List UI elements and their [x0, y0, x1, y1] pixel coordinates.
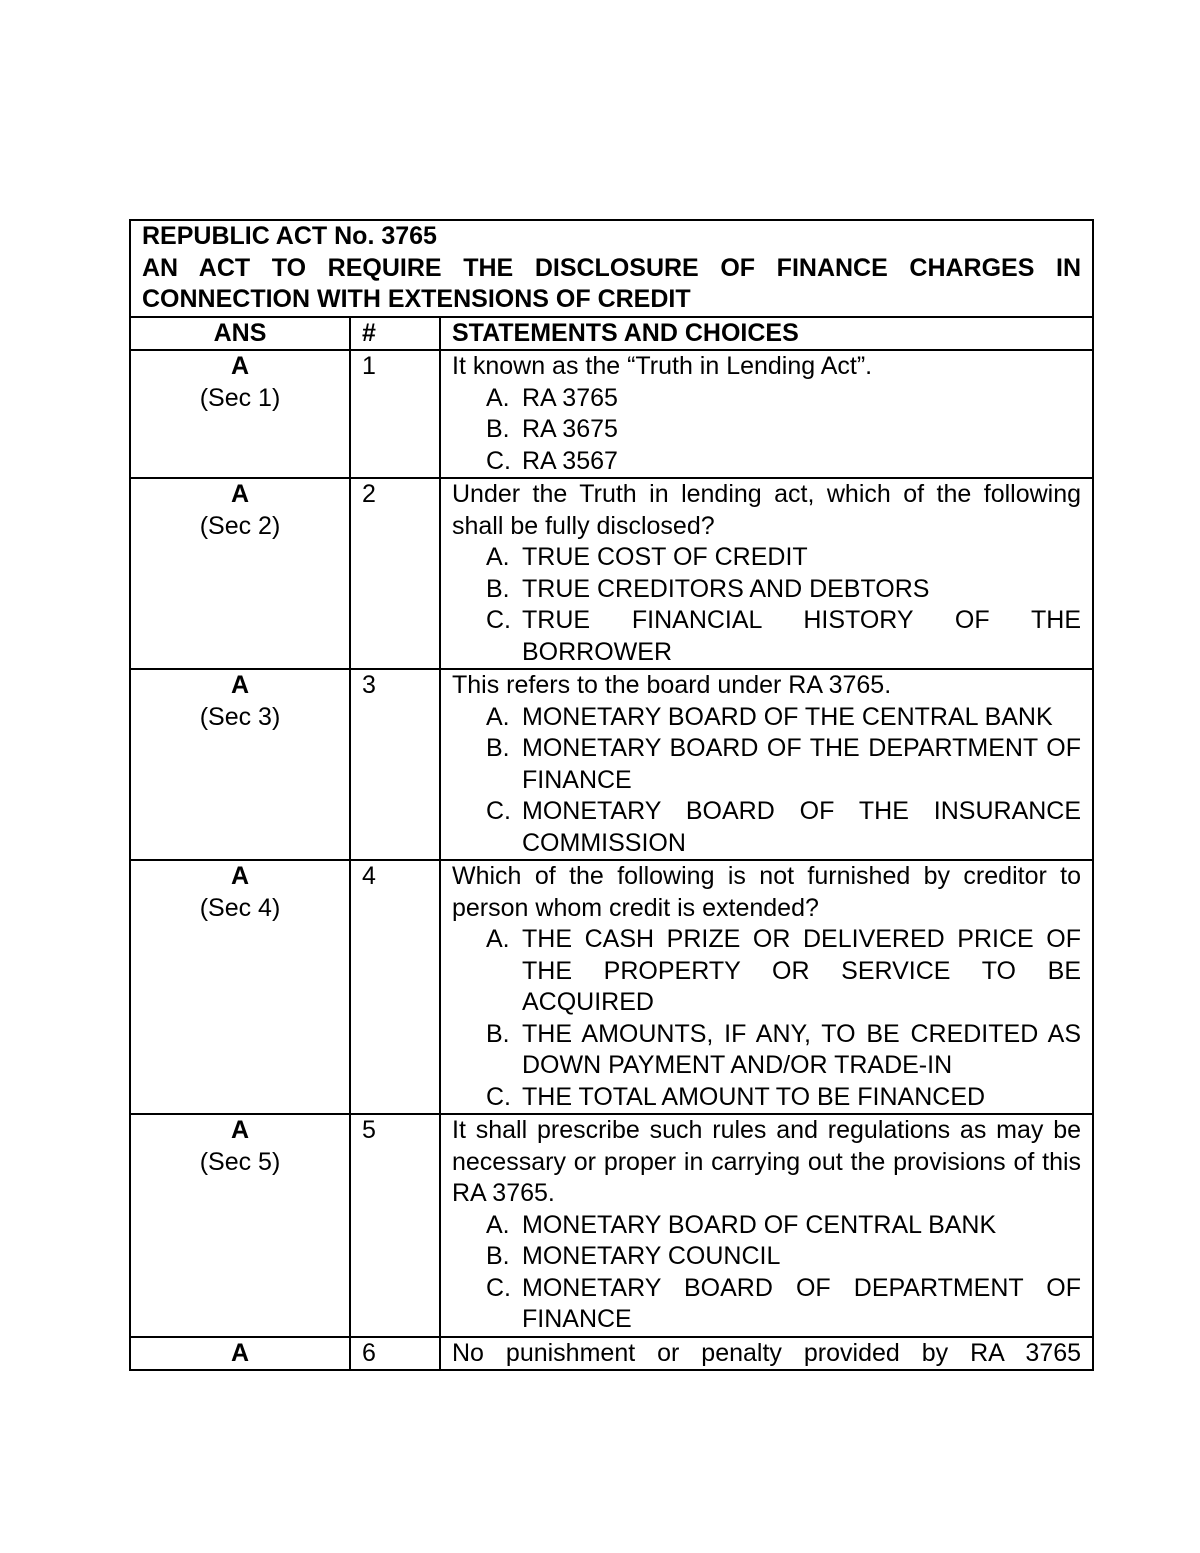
- choice-letter: A.: [486, 702, 510, 731]
- statement-text: Which of the following is not furnished by creditor to person whom credit is extended?: [452, 862, 1082, 922]
- choice-item: [452, 1241, 1081, 1273]
- choice-letter: C.: [486, 1273, 511, 1302]
- choice-text: THE CASH PRIZE OR DELIVERED PRICE OF THE PROPERTY OR SERVICE TO BE ACQUIRED: [522, 925, 1082, 1016]
- choice-text: THE AMOUNTS, IF ANY, TO BE CREDITED AS DOWN PAYMENT AND/OR TRADE-IN: [522, 1019, 1082, 1079]
- answer-cell: [130, 669, 350, 860]
- choice-list: [452, 383, 1081, 478]
- statement-cell: [440, 1114, 1093, 1337]
- header-statements: STATEMENTS AND CHOICES: [440, 317, 1093, 351]
- choice-item: [452, 446, 1081, 478]
- choice-text: TRUE FINANCIAL HISTORY OF THE BORROWER: [522, 606, 1082, 666]
- choice-text: MONETARY BOARD OF DEPARTMENT OF FINANCE: [522, 1273, 1082, 1333]
- statement-text: It shall prescribe such rules and regulations as may be necessary or proper in carrying out the provisions of this RA 3765.: [452, 1116, 1082, 1207]
- choice-item: [452, 383, 1081, 415]
- statement-cell: [440, 478, 1093, 669]
- choice-letter: C.: [486, 606, 511, 634]
- table-row: [130, 860, 1093, 1114]
- answer-cell: [130, 350, 350, 478]
- choice-text: RA 3765: [522, 383, 618, 412]
- choice-letter: B.: [486, 1019, 510, 1048]
- choice-text: MONETARY BOARD OF THE CENTRAL BANK: [522, 702, 1053, 731]
- answer-letter: A: [230, 1338, 250, 1367]
- choice-list: [452, 1210, 1081, 1336]
- choice-text: RA 3675: [522, 415, 618, 443]
- answer-letter: A: [230, 671, 250, 699]
- section-reference: (Sec 5): [199, 1147, 281, 1176]
- question-number: 1: [350, 350, 440, 478]
- question-rows: [130, 350, 1093, 1337]
- header-number: #: [350, 317, 440, 351]
- statement-text: Under the Truth in lending act, which of the following shall be fully disclosed?: [452, 480, 1082, 540]
- title-cell: [130, 220, 1093, 317]
- table-row: [130, 1337, 1093, 1371]
- choice-letter: B.: [486, 734, 510, 762]
- answer-letter: A: [230, 352, 250, 380]
- choice-text: MONETARY BOARD OF THE DEPARTMENT OF FINANCE: [522, 734, 1082, 794]
- table-row: [130, 669, 1093, 860]
- statement-text: No punishment or penalty provided by RA 3765: [452, 1338, 1082, 1367]
- choice-text: TRUE COST OF CREDIT: [522, 543, 808, 571]
- choice-letter: B.: [486, 415, 510, 443]
- statement-cell: [440, 669, 1093, 860]
- choice-item: [452, 574, 1081, 606]
- choice-letter: A.: [486, 383, 510, 412]
- act-title-line-1: AN ACT TO REQUIRE THE DISCLOSURE OF FINANCE CHARGES IN: [142, 253, 1082, 282]
- answer-cell: [130, 478, 350, 669]
- choice-list: [452, 924, 1081, 1113]
- choice-letter: A.: [486, 925, 510, 953]
- act-title-line-2: CONNECTION WITH EXTENSIONS OF CREDIT: [142, 285, 691, 313]
- question-number: 5: [350, 1114, 440, 1337]
- statement-text: It known as the “Truth in Lending Act”.: [452, 352, 873, 380]
- statement-cell: [440, 350, 1093, 478]
- choice-text: THE TOTAL AMOUNT TO BE FINANCED: [522, 1082, 986, 1111]
- choice-letter: B.: [486, 574, 510, 603]
- choice-item: [452, 414, 1081, 446]
- answer-cell: [130, 1337, 350, 1371]
- header-row: [130, 317, 1093, 351]
- document-page: [129, 219, 1092, 1371]
- choice-item: [452, 702, 1081, 734]
- section-reference: (Sec 1): [199, 383, 281, 412]
- table-row: [130, 478, 1093, 669]
- choice-item: [452, 1210, 1081, 1242]
- answer-letter: A: [230, 862, 250, 890]
- choice-item: [452, 605, 1081, 668]
- question-number: 2: [350, 478, 440, 669]
- answer-cell: [130, 860, 350, 1114]
- act-number: REPUBLIC ACT No. 3765: [142, 222, 437, 250]
- choice-text: MONETARY BOARD OF THE INSURANCE COMMISSION: [522, 797, 1082, 857]
- header-ans: ANS: [130, 317, 350, 351]
- choice-list: [452, 542, 1081, 668]
- choice-item: [452, 542, 1081, 574]
- answer-cell: [130, 1114, 350, 1337]
- section-reference: (Sec 2): [199, 511, 281, 540]
- table-row: [130, 1114, 1093, 1337]
- choice-list: [452, 702, 1081, 860]
- section-reference: (Sec 3): [199, 702, 281, 731]
- section-reference: (Sec 4): [199, 893, 281, 922]
- statement-text: This refers to the board under RA 3765.: [452, 671, 892, 699]
- choice-letter: A.: [486, 1210, 510, 1239]
- question-number: 3: [350, 669, 440, 860]
- choice-letter: C.: [486, 797, 511, 825]
- answer-letter: A: [230, 480, 250, 508]
- choice-item: [452, 733, 1081, 796]
- choice-item: [452, 796, 1081, 859]
- choice-item: [452, 1082, 1081, 1114]
- choice-letter: C.: [486, 1082, 511, 1111]
- question-number: 6: [350, 1337, 440, 1371]
- statement-cell: [440, 1337, 1093, 1371]
- table-row: [130, 350, 1093, 478]
- choice-letter: C.: [486, 446, 511, 475]
- quiz-table: [129, 219, 1094, 1371]
- choice-text: TRUE CREDITORS AND DEBTORS: [522, 574, 930, 603]
- choice-item: [452, 1273, 1081, 1336]
- choice-letter: A.: [486, 543, 510, 571]
- title-row: [130, 220, 1093, 317]
- choice-letter: B.: [486, 1242, 510, 1270]
- statement-cell: [440, 860, 1093, 1114]
- choice-text: MONETARY COUNCIL: [522, 1242, 781, 1270]
- choice-item: [452, 924, 1081, 1019]
- choice-text: RA 3567: [522, 446, 618, 475]
- answer-letter: A: [230, 1116, 250, 1144]
- question-number: 4: [350, 860, 440, 1114]
- choice-item: [452, 1019, 1081, 1082]
- choice-text: MONETARY BOARD OF CENTRAL BANK: [522, 1210, 997, 1239]
